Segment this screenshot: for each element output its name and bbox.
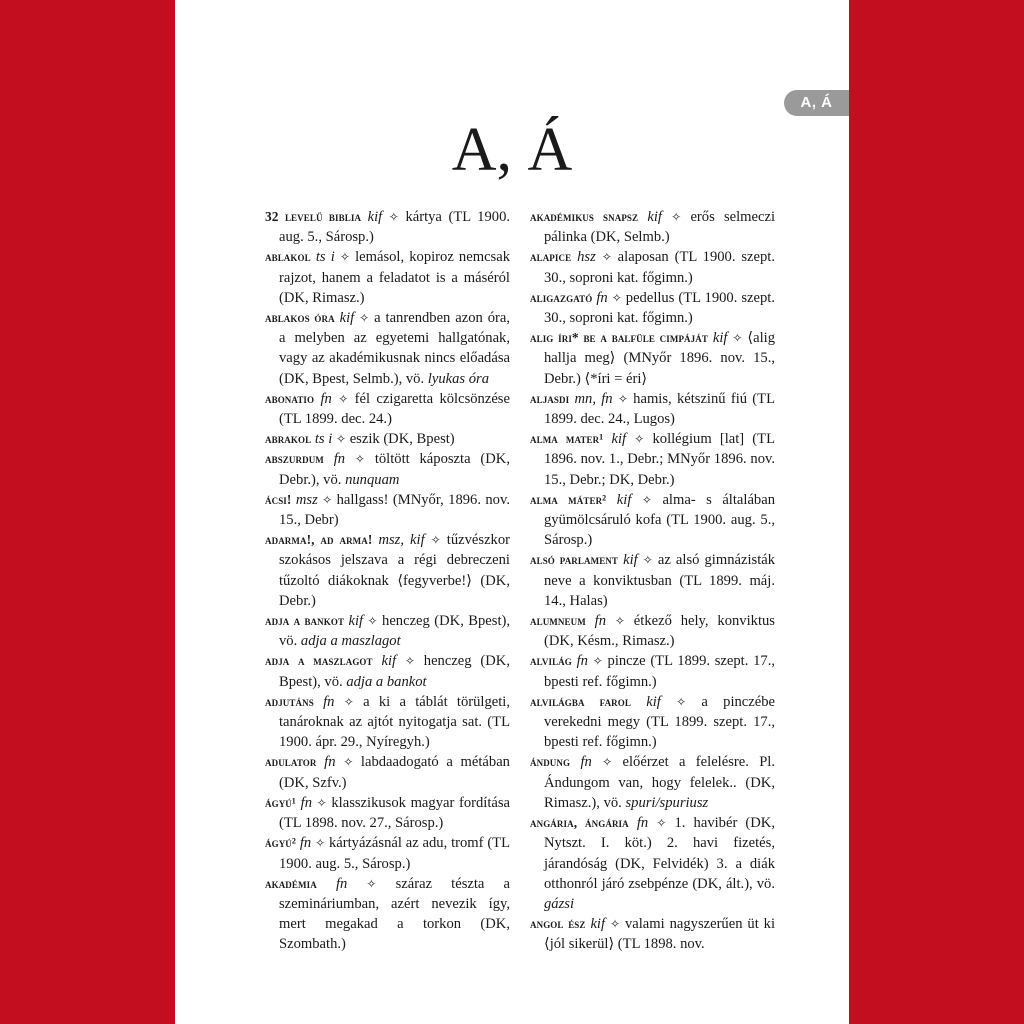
entry-pos: ts i bbox=[314, 431, 333, 448]
entry-pos: fn bbox=[299, 835, 312, 852]
dictionary-entry bbox=[265, 833, 510, 873]
diamond-icon: ✧ bbox=[642, 553, 653, 568]
entry-pos: mn, fn bbox=[574, 390, 613, 407]
entry-definition: száraz tészta a szemináriumban, azért nevezik így, mert megakad a torkon (DK, Szombath.) bbox=[279, 875, 510, 953]
entry-pos: kif bbox=[367, 209, 383, 225]
entry-definition: eszik (DK, Bpest) bbox=[349, 431, 455, 448]
diamond-icon: ✧ bbox=[339, 250, 350, 265]
right-column bbox=[530, 207, 775, 955]
entry-headword: alumneum bbox=[530, 613, 586, 629]
entry-headword: abrakol bbox=[265, 431, 312, 447]
diamond-icon: ✧ bbox=[316, 795, 327, 810]
entry-headword: abonatio bbox=[265, 390, 315, 406]
entry-headword: ágyú² bbox=[265, 835, 297, 851]
diamond-icon: ✧ bbox=[338, 391, 349, 406]
diamond-icon: ✧ bbox=[343, 694, 354, 709]
entry-pos: kif bbox=[348, 613, 364, 630]
entry-definition: henczeg (DK, Bpest), vö. bbox=[279, 613, 511, 650]
diamond-icon: ✧ bbox=[315, 836, 326, 851]
diamond-icon: ✧ bbox=[609, 917, 621, 932]
entry-definition: henczeg (DK, Bpest), vö. bbox=[279, 653, 510, 690]
dictionary-entry bbox=[530, 429, 775, 490]
diamond-icon: ✧ bbox=[592, 654, 603, 669]
dictionary-entry bbox=[530, 328, 775, 389]
dictionary-entry bbox=[265, 429, 510, 449]
entry-headword: akadémia bbox=[265, 875, 317, 891]
entry-pos: kif bbox=[611, 431, 627, 448]
left-column bbox=[265, 207, 510, 955]
diamond-icon: ✧ bbox=[366, 876, 377, 891]
entry-headword: alapice bbox=[530, 249, 572, 265]
entry-pos: ts i bbox=[315, 249, 335, 266]
entry-pos: fn bbox=[576, 653, 588, 670]
diamond-icon: ✧ bbox=[641, 492, 652, 507]
diamond-icon: ✧ bbox=[614, 614, 625, 629]
dictionary-entry bbox=[265, 793, 510, 833]
diamond-icon: ✧ bbox=[367, 614, 378, 629]
entry-headword: angária, ángária bbox=[530, 815, 629, 831]
entry-definition: erős selmeczi pálinka (DK, Selmb.) bbox=[544, 209, 776, 246]
entry-headword: ácsi! bbox=[265, 491, 292, 507]
entry-cross-reference: adja a maszlagot bbox=[300, 633, 401, 650]
dictionary-entry bbox=[530, 288, 775, 328]
dictionary-entry bbox=[530, 389, 775, 429]
dictionary-entry bbox=[265, 308, 510, 389]
dictionary-entry bbox=[530, 207, 775, 247]
dictionary-entry bbox=[530, 611, 775, 651]
entry-definition: a ki a táblát törülgeti, tanároknak az ajtót nyitogatja sat. (TL 1900. ápr. 29., Nyíregyh.) bbox=[279, 693, 510, 751]
entry-pos: fn bbox=[596, 289, 608, 306]
dictionary-entry bbox=[265, 490, 510, 530]
entry-pos: fn bbox=[300, 794, 313, 811]
entry-definition: ⟨alig hallja meg⟩ (MNyőr 1896. nov. 15., Debr.) ⟨*íri = éri⟩ bbox=[544, 330, 775, 387]
entry-pos: msz bbox=[295, 491, 318, 508]
diamond-icon: ✧ bbox=[359, 311, 370, 326]
entry-headword: adja a bankot bbox=[265, 613, 345, 629]
entry-pos: fn bbox=[594, 613, 607, 630]
dictionary-entry bbox=[265, 530, 510, 611]
diamond-icon: ✧ bbox=[656, 816, 667, 831]
dictionary-entry bbox=[530, 247, 775, 287]
dictionary-entry bbox=[265, 752, 510, 792]
entry-definition: lemásol, kopiroz nemcsak rajzot, hanem a feladatot is a máséról (DK, Rimasz.) bbox=[279, 249, 510, 306]
entry-headword: alsó parlament bbox=[530, 552, 619, 568]
entry-definition: kártya (TL 1900. aug. 5., Sárosp.) bbox=[279, 209, 511, 246]
entry-headword: angol ész bbox=[530, 916, 586, 932]
diamond-icon: ✧ bbox=[430, 533, 441, 548]
diamond-icon: ✧ bbox=[354, 452, 365, 467]
entry-definition: labdaadogató a métában (DK, Szfv.) bbox=[279, 754, 510, 791]
dictionary-entry bbox=[265, 389, 510, 429]
dictionary-entry bbox=[265, 611, 510, 651]
entry-headword: aligazgató bbox=[530, 289, 593, 305]
diamond-icon: ✧ bbox=[322, 492, 333, 507]
diamond-icon: ✧ bbox=[343, 755, 354, 770]
entry-pos: hsz bbox=[577, 249, 596, 266]
entry-headword: adja a maszlagot bbox=[265, 653, 373, 669]
entry-pos: kif bbox=[616, 491, 632, 508]
entry-definition: pedellus (TL 1900. szept. 30., soproni kat. főgimn.) bbox=[544, 289, 775, 327]
entry-pos: kif bbox=[646, 693, 661, 710]
diamond-icon: ✧ bbox=[601, 250, 612, 265]
dictionary-entry bbox=[530, 752, 775, 813]
dictionary-entry bbox=[530, 914, 775, 954]
diamond-icon: ✧ bbox=[404, 654, 415, 669]
entry-definition: 1. havibér (DK, Nytszt. I. köt.) 2. havi fizetés, járandóság (DK, Felvidék) 3. a diák otthonról járó zsebpénze (DK, ált.), vö. bbox=[544, 815, 775, 892]
entry-definition: az alsó gimnázisták neve a konviktusban (TL 1899. máj. 14., Halas) bbox=[544, 552, 776, 609]
dictionary-entry bbox=[265, 651, 510, 691]
entry-pos: fn bbox=[320, 390, 332, 407]
entry-headword: ágyú¹ bbox=[265, 794, 297, 810]
entry-headword: alig íri* be a balfüle cimpáját bbox=[530, 330, 708, 346]
entry-definition: töltött káposzta (DK, Debr.), vö. bbox=[279, 451, 510, 488]
entry-pos: kif bbox=[712, 330, 728, 347]
dictionary-entry bbox=[530, 550, 775, 611]
entry-pos: kif bbox=[381, 653, 397, 670]
entry-headword: alma máter² bbox=[530, 491, 607, 507]
entry-headword: alvilág bbox=[530, 653, 572, 669]
dictionary-entry bbox=[265, 692, 510, 753]
dictionary-entry bbox=[265, 207, 510, 247]
entry-headword: abszurdum bbox=[265, 451, 324, 467]
entry-headword: ándung bbox=[530, 754, 571, 770]
diamond-icon: ✧ bbox=[611, 290, 622, 305]
entry-definition: fél czigaretta kölcsönzése (TL 1899. dec. 24.) bbox=[279, 390, 510, 428]
entry-headword: alma mater¹ bbox=[530, 431, 604, 447]
entry-definition: hallgass! (MNyőr, 1896. nov. 15., Debr) bbox=[279, 491, 510, 529]
entry-pos: fn bbox=[333, 451, 346, 468]
entry-definition: valami nagyszerűen üt ki ⟨jól sikerül⟩ (TL 1898. nov. bbox=[544, 916, 776, 953]
entry-cross-reference: gázsi bbox=[544, 895, 575, 912]
entry-pos: fn bbox=[324, 754, 336, 771]
dictionary-entry bbox=[265, 247, 510, 308]
entry-headword: adjutáns bbox=[265, 693, 314, 709]
entry-pos: kif bbox=[590, 916, 606, 933]
diamond-icon: ✧ bbox=[602, 755, 613, 770]
entry-headword: adulator bbox=[265, 754, 317, 770]
entry-headword: ablakol bbox=[265, 249, 311, 265]
entry-headword: aljasdi bbox=[530, 390, 570, 406]
dictionary-entry bbox=[530, 651, 775, 691]
entry-definition: kollégium [lat] (TL 1896. nov. 1., Debr.; MNyőr 1896. nov. 15., Debr.; DK, Debr.) bbox=[544, 431, 775, 488]
entry-pos: fn bbox=[323, 693, 335, 710]
entry-pos: kif bbox=[647, 209, 662, 225]
entry-cross-reference: spuri/spuriusz bbox=[625, 794, 709, 811]
entry-pos: fn bbox=[335, 875, 348, 892]
diamond-icon: ✧ bbox=[335, 432, 347, 447]
entry-cross-reference: adja a bankot bbox=[346, 673, 427, 690]
section-tab[interactable]: A, Á bbox=[784, 90, 849, 116]
dictionary-entry bbox=[530, 692, 775, 753]
dictionary-entry bbox=[530, 490, 775, 551]
diamond-icon: ✧ bbox=[617, 391, 628, 406]
entry-headword: akadémikus snapsz bbox=[530, 209, 639, 224]
entry-pos: fn bbox=[636, 815, 649, 832]
entry-definition: a tanrendben azon óra, a melyben az egyetemi hallgatónak, vagy az akadémikusnak nincs előadása (DK, Bpest, Selmb.), vö. bbox=[279, 310, 511, 387]
entry-pos: fn bbox=[580, 754, 592, 771]
entry-pos: msz, kif bbox=[378, 532, 425, 549]
entry-definition: étkező hely, konviktus (DK, Késm., Rimasz.) bbox=[544, 613, 775, 650]
entry-headword: 32 levelű biblia bbox=[265, 209, 362, 224]
dictionary-entry bbox=[530, 813, 775, 914]
entry-definition: kártyázásnál az adu, tromf (TL 1900. aug. 5., Sárosp.) bbox=[279, 835, 511, 872]
entry-pos: kif bbox=[339, 310, 355, 327]
diamond-icon: ✧ bbox=[732, 331, 743, 346]
entry-headword: alvilágba farol bbox=[530, 693, 631, 709]
entry-pos: kif bbox=[623, 552, 638, 569]
diamond-icon: ✧ bbox=[676, 694, 687, 709]
entry-definition: hamis, kétszinű fiú (TL 1899. dec. 24., Lugos) bbox=[544, 390, 775, 428]
entry-headword: adarma!, ad arma! bbox=[265, 532, 373, 548]
diamond-icon: ✧ bbox=[634, 432, 645, 447]
dictionary-entry bbox=[265, 874, 510, 955]
dictionary-entry bbox=[265, 449, 510, 489]
diamond-icon: ✧ bbox=[388, 210, 399, 224]
entry-definition: alaposan (TL 1900. szept. 30., soproni kat. főgimn.) bbox=[544, 249, 776, 286]
entry-definition: tűzvészkor szokásos jelszava a régi debreczeni tűzoltó diákoknak ⟨fegyverbe!⟩ (DK, Debr.) bbox=[279, 532, 511, 609]
entry-definition: alma- s általában gyümölcsáruló kofa (TL 1900. aug. 5., Sárosp.) bbox=[544, 491, 775, 549]
entry-definition: klasszikusok magyar fordítása (TL 1898. nov. 27., Sárosp.) bbox=[279, 794, 511, 832]
entry-definition: előérzet a felelésre. Pl. Ándungom van, hogy felelek.. (DK, Rimasz.), vö. bbox=[544, 754, 776, 811]
entry-definition: pincze (TL 1899. szept. 17., bpesti ref. főgimn.) bbox=[544, 653, 776, 690]
page-title: A, Á bbox=[451, 116, 573, 184]
entry-headword: ablakos óra bbox=[265, 310, 335, 326]
entry-cross-reference: lyukas óra bbox=[427, 370, 489, 387]
diamond-icon: ✧ bbox=[671, 210, 682, 224]
entry-definition: a pinczébe verekedni megy (TL 1899. szept. 17., bpesti ref. főgimn.) bbox=[544, 693, 776, 751]
entry-cross-reference: nunquam bbox=[345, 471, 400, 488]
